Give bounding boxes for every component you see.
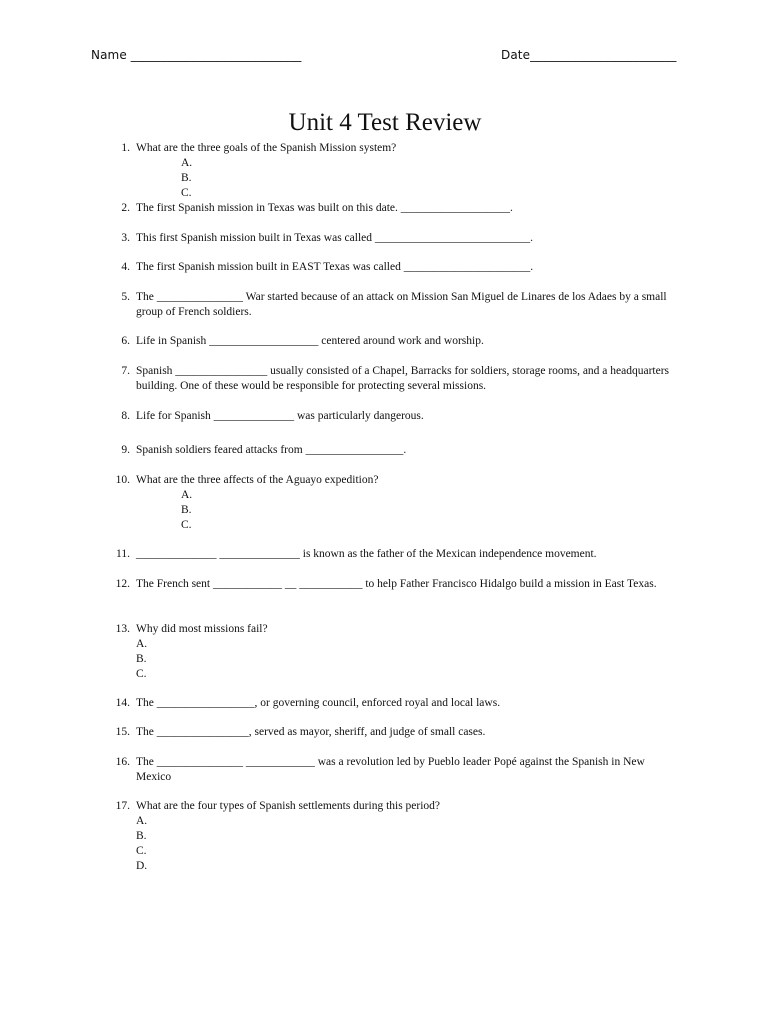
question-number: 11. — [116, 548, 130, 560]
question-text: Life in Spanish ___________________ centered around work and worship. — [136, 335, 484, 347]
question-text: The first Spanish mission built in EAST Texas was called ______________________. — [136, 261, 534, 273]
question-text: The _______________ ____________ was a revolution led by Pueblo leader Popé against the Spanish in New Mexico — [136, 756, 645, 783]
question-number: 9. — [121, 444, 130, 456]
answer-option-b: B. — [181, 504, 192, 516]
answer-option-c: C. — [136, 668, 147, 680]
question-text: The first Spanish mission in Texas was built on this date. ___________________. — [136, 202, 513, 214]
answer-option-c: C. — [136, 845, 147, 857]
question-text: ______________ ______________ is known as the father of the Mexican independence movement. — [136, 548, 597, 560]
question-number: 14. — [115, 697, 130, 709]
question-number: 10. — [115, 474, 130, 486]
question-number: 2. — [121, 202, 130, 214]
answer-option-a: A. — [136, 815, 148, 827]
question-text: The _________________, or governing council, enforced royal and local laws. — [136, 697, 501, 709]
question-text: What are the four types of Spanish settlements during this period? — [136, 800, 441, 812]
question-number: 3. — [121, 232, 130, 244]
answer-option-c: C. — [181, 187, 192, 199]
question-text: What are the three goals of the Spanish Mission system? — [136, 142, 397, 154]
answer-option-a: A. — [181, 489, 193, 501]
answer-option-c: C. — [181, 519, 192, 531]
question-text: The ________________, served as mayor, sheriff, and judge of small cases. — [136, 726, 486, 738]
question-number: 8. — [121, 410, 130, 422]
question-number: 5. — [121, 291, 130, 303]
question-text: The French sent ____________ __ ___________ to help Father Francisco Hidalgo build a mission in East Texas. — [136, 578, 657, 590]
answer-option-a: A. — [181, 157, 193, 169]
question-number: 7. — [121, 365, 130, 377]
question-text: Why did most missions fail? — [136, 623, 268, 635]
answer-option-d: D. — [136, 860, 148, 872]
question-text: The _______________ War started because of an attack on Mission San Miguel de Linares de los Adaes by a small group of French soldiers. — [136, 291, 667, 318]
answer-option-b: B. — [136, 830, 147, 842]
question-number: 4. — [121, 261, 130, 273]
date-field-line: Date________________________ — [501, 48, 677, 62]
question-number: 1. — [121, 142, 130, 154]
question-text: Spanish soldiers feared attacks from _________________. — [136, 444, 407, 456]
question-text: Life for Spanish ______________ was particularly dangerous. — [136, 410, 424, 422]
answer-option-b: B. — [136, 653, 147, 665]
page-title: Unit 4 Test Review — [288, 108, 482, 136]
question-number: 17. — [115, 800, 130, 812]
question-number: 13. — [115, 623, 130, 635]
question-text: This first Spanish mission built in Texas was called ___________________________. — [136, 232, 533, 244]
question-number: 12. — [115, 578, 130, 590]
question-text: Spanish ________________ usually consisted of a Chapel, Barracks for soldiers, storage rooms, and a headquarters building. One of these would be responsible for protecting several missions. — [136, 365, 670, 392]
question-number: 15. — [115, 726, 130, 738]
answer-option-a: A. — [136, 638, 148, 650]
name-field-line: Name ____________________________ — [91, 48, 302, 62]
question-number: 6. — [121, 335, 130, 347]
answer-option-b: B. — [181, 172, 192, 184]
question-number: 16. — [115, 756, 130, 768]
question-text: What are the three affects of the Aguayo expedition? — [136, 474, 379, 486]
